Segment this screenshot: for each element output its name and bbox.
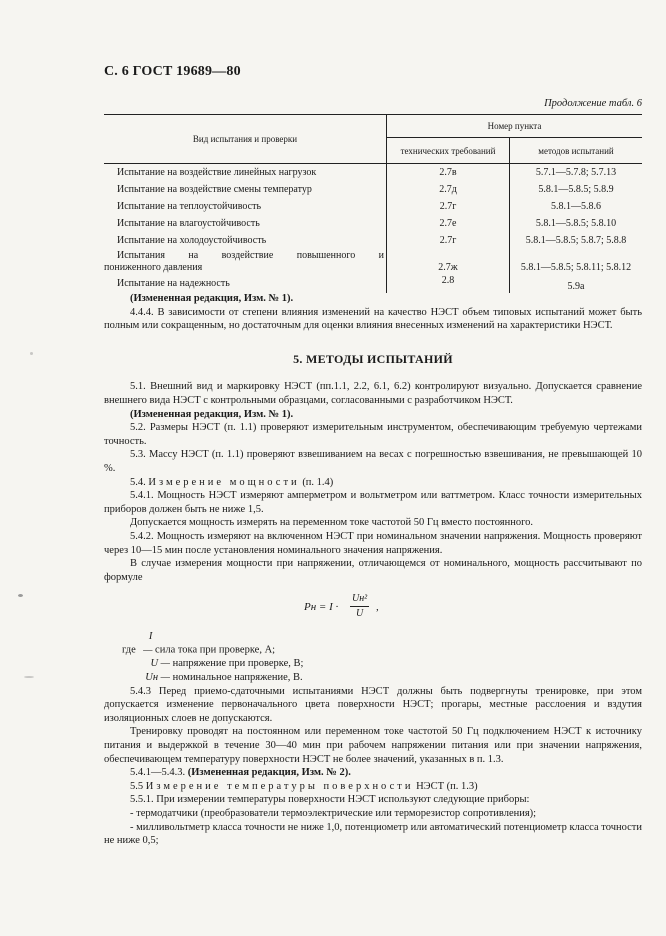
- paragraph-5-5-1: 5.5.1. При измерении температуры поверхности НЭСТ используют следующие приборы:: [130, 794, 530, 806]
- col-header-tech-requirements: технических требований: [387, 138, 510, 164]
- row-name: Испытание на влагоустойчивость: [117, 217, 260, 229]
- row-tech: 2.7в: [387, 164, 510, 182]
- test-table: [104, 114, 642, 293]
- row-tech: 2.8: [387, 274, 510, 293]
- scan-mark: [24, 676, 34, 678]
- power-formula: [104, 592, 642, 622]
- where-desc: номинальное напряжение, В.: [172, 672, 303, 684]
- formula-lhs: Pн = I ·: [304, 601, 339, 614]
- col-header-clause-number: Номер пункта: [387, 115, 643, 138]
- amendment-range: 5.4.1—5.4.3.: [130, 767, 186, 779]
- list-item: - милливольтметр класса точности не ниже 1,0, потенциометр или автоматический потенциометр класса точности не ниже 0,5;: [104, 821, 642, 847]
- paragraph-5-4-ref: (п. 1.4): [302, 476, 334, 488]
- formula-legend-3: [104, 671, 642, 685]
- paragraph-5-4-2: 5.4.2. Мощность измеряют на включенном НЭСТ при номинальном значении напряжения. Мощность проверяют через 10—15 мин после установления номинального значения напряжения.: [104, 530, 642, 556]
- table-row: [104, 181, 642, 198]
- row-name: Испытание на теплоустойчивость: [117, 200, 262, 212]
- row-tech: 2.7г: [387, 198, 510, 215]
- formula-fraction: [350, 592, 369, 620]
- col-header-test-methods: методов испытаний: [510, 138, 643, 164]
- where-symbol: U —: [150, 658, 170, 670]
- table-continuation-label: Продолжение табл. 6: [544, 98, 642, 109]
- formula-legend-1: [104, 630, 642, 657]
- table-row: [104, 274, 642, 293]
- formula-denominator: U: [355, 607, 364, 619]
- paragraph-5-5-ref: НЭСТ (п. 1.3): [416, 780, 478, 792]
- paragraph-5-4-3-training: Тренировку проводят на постоянном или переменном токе частотой 50 Гц подключением НЭСТ к источнику питания и выдержкой в течение 30—40 мин при рабочем напряжении питания или при значении напряжения, обеспечивающем температуру поверхности НЭСТ не более значений, указанных в п. 1.3.: [104, 726, 642, 765]
- row-name-line1: Испытания на воздействие повышенного и: [117, 250, 384, 261]
- row-name: [104, 249, 387, 274]
- formula-numerator: Uн²: [350, 592, 369, 607]
- amendment-note: (Измененная редакция, Изм. № 1).: [130, 293, 294, 304]
- paragraph-5-5: [104, 780, 642, 794]
- row-meth: 5.8.1—5.8.6: [510, 198, 643, 215]
- paragraph-5-5-number: 5.5: [130, 780, 144, 792]
- paragraph-5-4-2-formula-intro: В случае измерения мощности при напряжении, отличающемся от номинального, мощность рассчитывают по формуле: [104, 558, 642, 583]
- table-row: [104, 164, 642, 182]
- section-title: 5. МЕТОДЫ ИСПЫТАНИЙ: [293, 351, 453, 366]
- paragraph-5-4: [104, 476, 642, 490]
- where-desc: сила тока при проверке, А;: [155, 644, 276, 656]
- row-name: Испытание на холодоустойчивость: [117, 234, 267, 246]
- row-tech: 2.7ж: [387, 249, 510, 274]
- row-name-line2: пониженного давления: [104, 261, 203, 273]
- row-meth: 5.8.1—5.8.5; 5.8.10: [510, 215, 643, 232]
- paragraph-5-4-title: Измерение мощности: [148, 476, 300, 488]
- row-name: Испытание на воздействие линейных нагрузок: [117, 166, 317, 178]
- row-tech: 2.7д: [387, 181, 510, 198]
- paragraph-5-1: 5.1. Внешний вид и маркировку НЭСТ (пп.1.1, 2.2, 6.1, 6.2) контролируют визуально. Допускается сравнение внешнего вида НЭСТ с контрольными образцами, согласованными с разработчиком НЭСТ.: [104, 381, 642, 406]
- table-row: [104, 249, 642, 274]
- paragraph-5-2: 5.2. Размеры НЭСТ (п. 1.1) проверяют измерительным инструментом, обеспечивающим требуемую чертежами точность.: [104, 422, 642, 447]
- paragraph-5-4-1: 5.4.1. Мощность НЭСТ измеряют амперметром и вольтметром или ваттметром. Класс точности измерительных приборов должен быть не ниже 1,5.: [104, 490, 642, 515]
- scan-mark: [18, 594, 23, 597]
- amendment-text: (Измененная редакция, Изм. № 2).: [187, 767, 351, 779]
- paragraph-5-4-number: 5.4.: [130, 476, 146, 488]
- row-meth: 5.8.1—5.8.5; 5.8.9: [510, 181, 643, 198]
- table-row: [104, 232, 642, 249]
- where-desc: напряжение при проверке, В;: [172, 658, 304, 670]
- amendment-note: (Измененная редакция, Изм. № 1).: [130, 408, 294, 420]
- paragraph-5-4-3: 5.4.3 Перед приемо-сдаточными испытаниями НЭСТ должны быть подвергнуты тренировке, при этом допускается изменение первоначального цвета поверхности НЭСТ; прогары, местные расслоения и вздутия изоляционных слоев не допускаются.: [104, 685, 642, 724]
- row-tech: 2.7е: [387, 215, 510, 232]
- table-row: [104, 198, 642, 215]
- row-tech: 2.7г: [387, 232, 510, 249]
- where-symbol: I —: [143, 631, 153, 656]
- row-meth: 5.8.1—5.8.5; 5.8.11; 5.8.12: [510, 249, 643, 274]
- table-row: [104, 215, 642, 232]
- formula-tail: ,: [376, 601, 379, 614]
- list-item: - термодатчики (преобразователи термоэлектрические или терморезистор сопротивления);: [130, 808, 537, 819]
- page-header: С. 6 ГОСТ 19689—80: [104, 64, 241, 79]
- amendment-note-2: [104, 766, 642, 780]
- paragraph-4-4-4: 4.4.4. В зависимости от степени влияния изменений на качество НЭСТ объем типовых испытаний может быть полным или сокращенным, но достаточным для оценки влияния внесенных изменений на характеристики НЭСТ.: [104, 306, 642, 332]
- row-name: Испытание на воздействие смены температур: [117, 183, 312, 195]
- where-symbol: Uн —: [145, 672, 170, 684]
- row-meth: 5.7.1—5.7.8; 5.7.13: [510, 164, 643, 182]
- paragraph-5-3: 5.3. Массу НЭСТ (п. 1.1) проверяют взвешиванием на весах с погрешностью взвешивания, не превышающей 10 %.: [104, 449, 642, 474]
- row-meth: 5.8.1—5.8.5; 5.8.7; 5.8.8: [510, 232, 643, 249]
- paragraph-5-5-title: Измерение температуры поверхности: [145, 780, 414, 792]
- col-header-test-type: Вид испытания и проверки: [104, 115, 387, 164]
- scan-mark: [30, 352, 33, 355]
- row-name: Испытание на надежность: [117, 277, 230, 289]
- where-label: где: [122, 644, 136, 656]
- formula-legend-2: [104, 657, 642, 671]
- paragraph-5-4-1-note: Допускается мощность измерять на переменном токе частотой 50 Гц вместо постоянного.: [130, 517, 534, 529]
- row-meth: 5.9а: [510, 274, 643, 293]
- body-text: [104, 292, 642, 848]
